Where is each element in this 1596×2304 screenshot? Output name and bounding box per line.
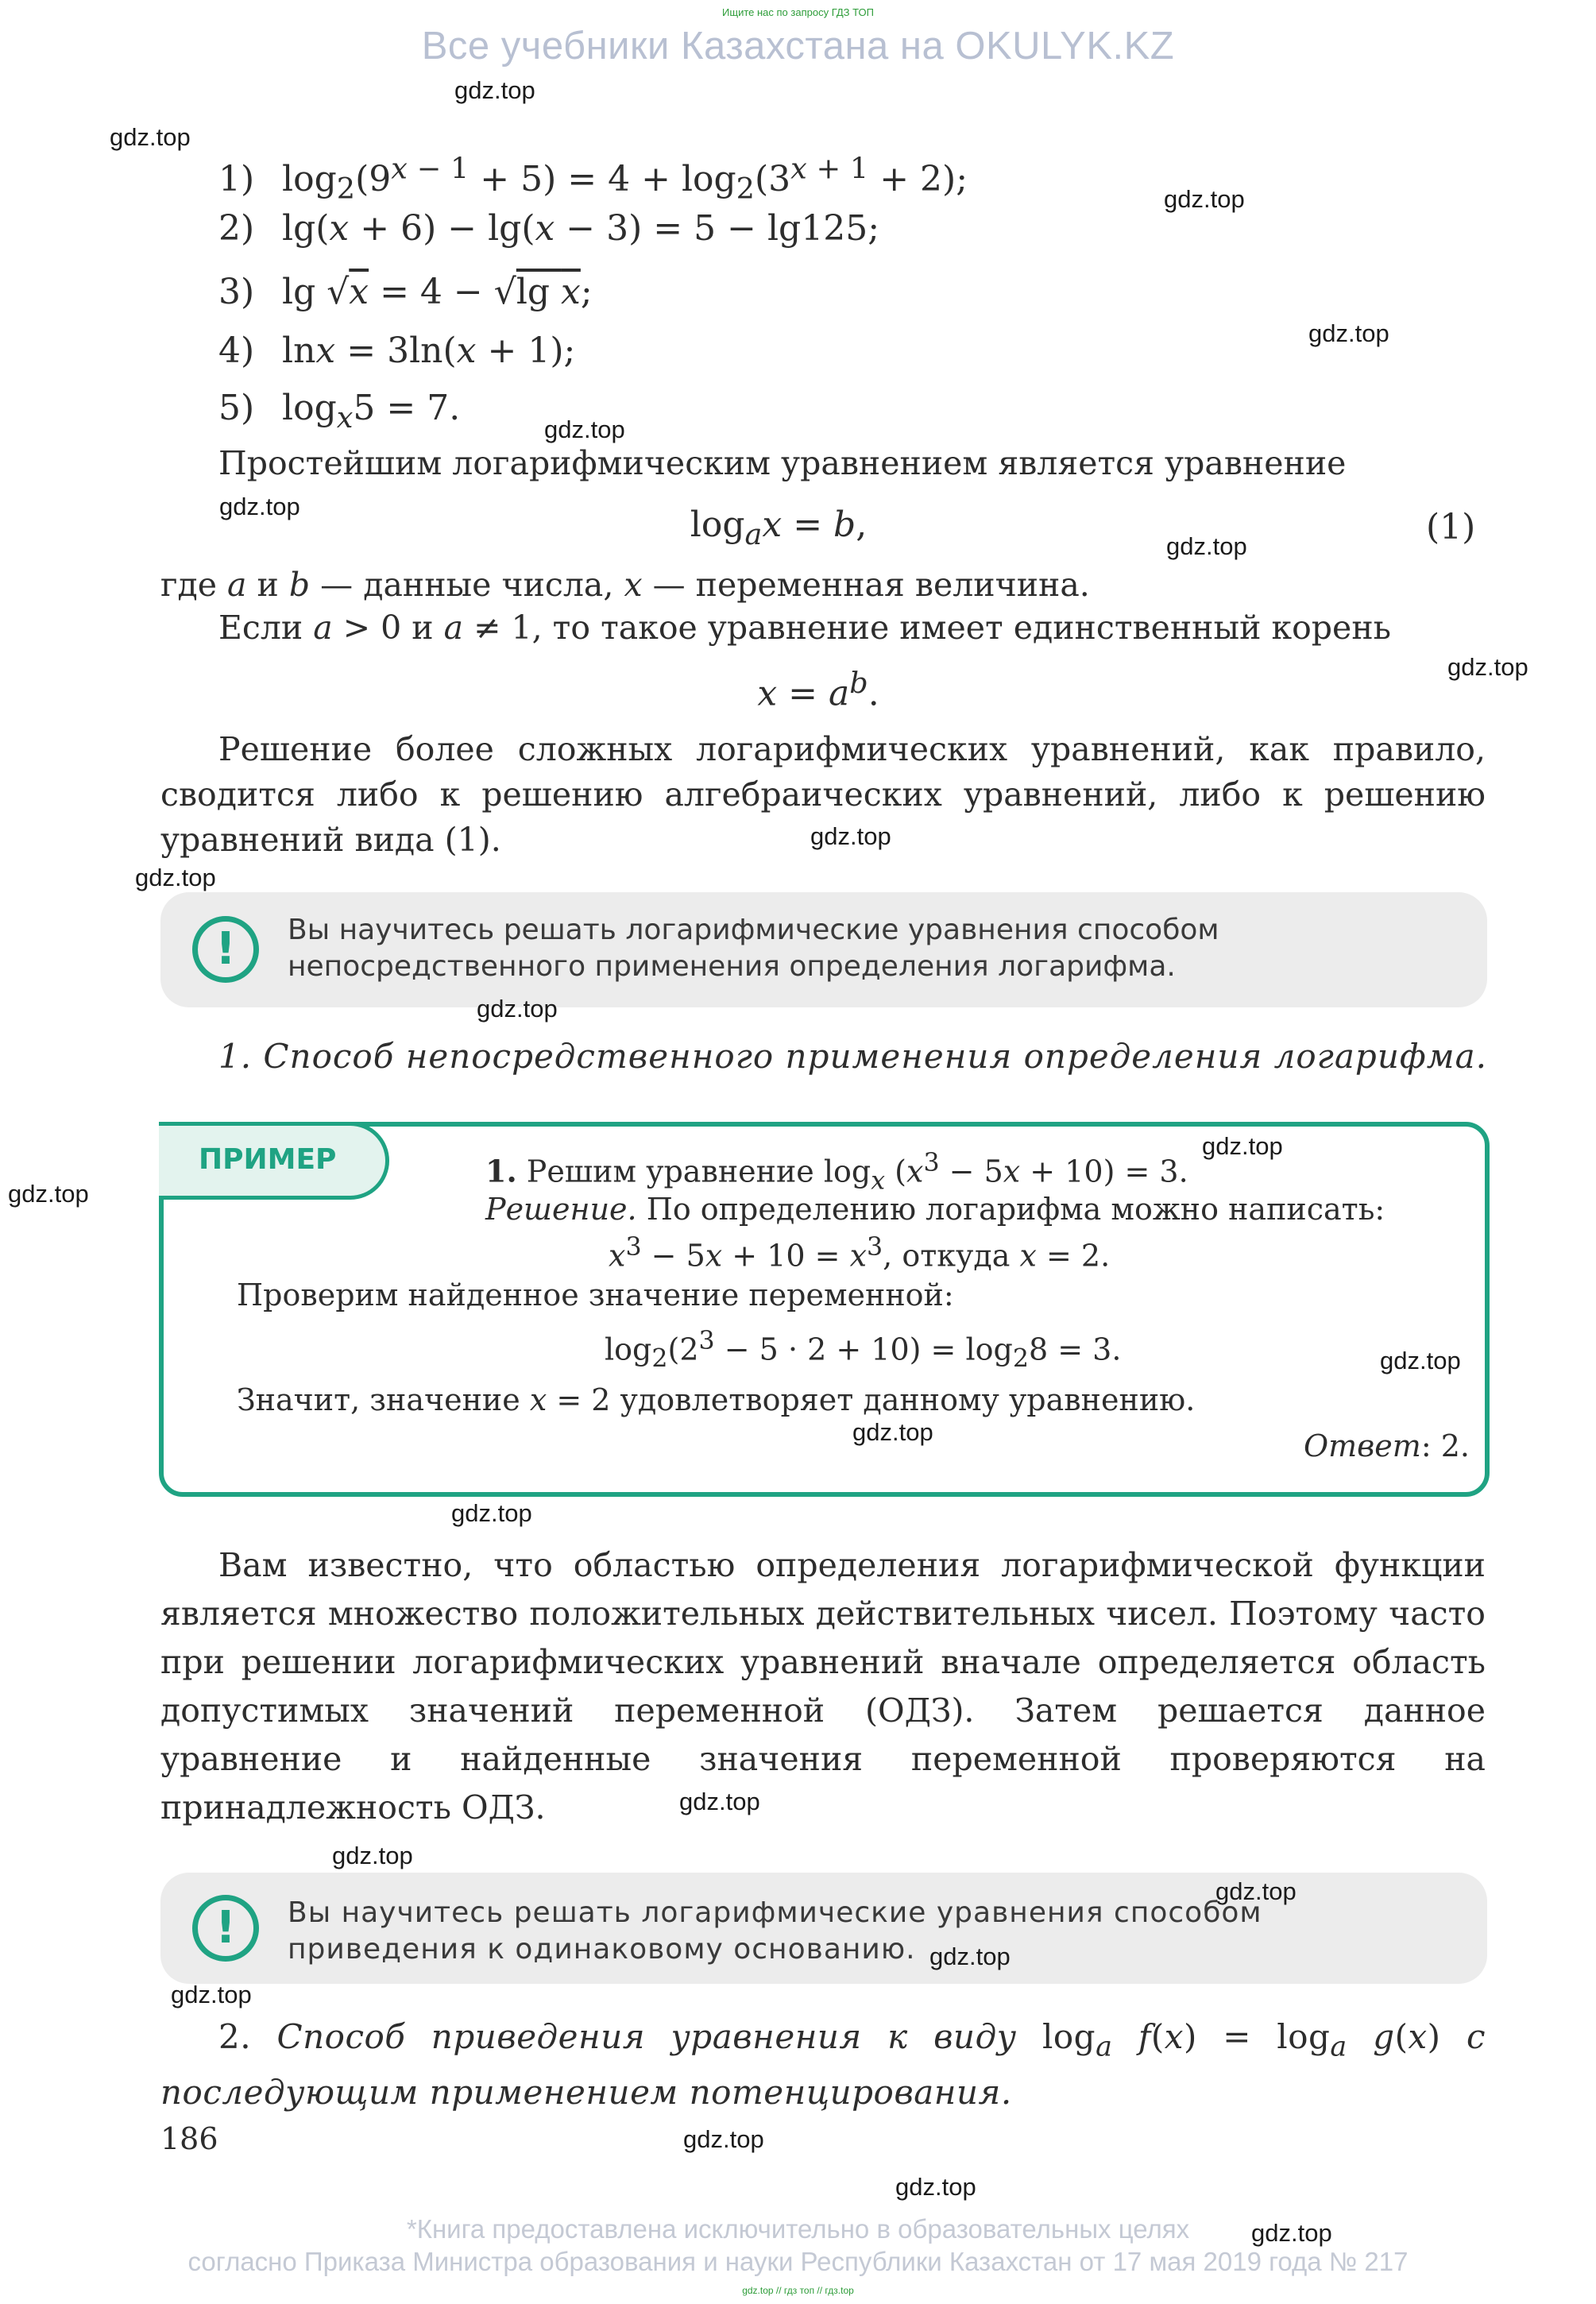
equation-2: 2) lg(x + 6) − lg(x − 3) = 5 − lg125;: [218, 208, 880, 249]
watermark: gdz.top: [477, 995, 558, 1022]
info-box-1-text: Вы научитесь решать логарифмические уравнения способом непосредственного применения определения логарифма.: [288, 914, 1219, 983]
equation-5: 5) $\log_x5 = 7$.: [218, 388, 461, 435]
watermark: gdz.top: [332, 1842, 413, 1869]
footer-line-2: согласно Приказа Министра образования и науки Республики Казахстан от 17 мая 2019 года № 217: [187, 2247, 1409, 2276]
equation-3: 3) lg √x = 4 − √lg x;: [218, 272, 593, 312]
info-box-1: [160, 892, 1487, 1007]
watermark: gdz.top: [810, 822, 891, 850]
watermark: gdz.top: [110, 123, 191, 151]
watermark: gdz.top: [852, 1418, 933, 1446]
watermark: gdz.top: [1215, 1877, 1297, 1905]
intro-paragraph-2: Решение более сложных логарифмических уравнений, как правило, сводится либо к решению алгебраических уравнений, либо к решению уравнений вида (1).: [160, 730, 1486, 859]
method-2-title: 2. Способ приведения уравнения к виду $\log_a f(x) = \log_a g(x)$ с последующим применением потенцирования.: [160, 2017, 1486, 2113]
top-search-hint: Ищите нас по запросу ГДЗ ТОП: [722, 6, 874, 18]
intro-line-1: Простейшим логарифмическим уравнением является уравнение: [218, 444, 1347, 482]
example-line-6: Значит, значение x = 2 удовлетворяет данному уравнению.: [237, 1382, 1196, 1417]
footer-tiny: gdz.top // гдз топ // гдз.top: [742, 2285, 854, 2296]
example-answer: Ответ: 2.: [1304, 1428, 1470, 1463]
watermark: gdz.top: [1447, 653, 1528, 681]
watermark: gdz.top: [1308, 319, 1389, 347]
info-box-2-text: Вы научитесь решать логарифмические уравнения способом приведения к одинаковому основанию.: [288, 1896, 1262, 1966]
watermark: gdz.top: [929, 1943, 1011, 1970]
example-line-1: 1. Решим уравнение $\log_x (x^3 - 5x + 10) = 3$.: [485, 1149, 1188, 1196]
intro-line-2: где a и b — данные числа, x — переменная величина.: [160, 566, 1090, 604]
equation-simple-log: $\log_ax = b$,: [690, 504, 868, 551]
watermark: gdz.top: [895, 2173, 976, 2201]
watermark: gdz.top: [544, 416, 625, 443]
watermark: gdz.top: [454, 76, 535, 104]
example-line-2: Решение. По определению логарифма можно написать:: [485, 1192, 1385, 1227]
paragraph-domain: Вам известно, что областью определения логарифмической функции является множество положительных действительных чисел. Поэтому часто при решении логарифмических уравнений вначале определяется область допустимых значений переменной (ОДЗ). Затем решается данное уравнение и найденные значения переменной проверяются на принадлежность ОДЗ.: [160, 1546, 1486, 1827]
page-number: 186: [160, 2121, 218, 2156]
equation-1: 1) $\log_2(9^{x - 1} + 5) = 4 + \log_2(3^{x + 1} + 2)$;: [218, 151, 968, 206]
equation-tag-1: (1): [1426, 507, 1476, 547]
example-line-3: $x^3 - 5x + 10 = x^3$, откуда x = 2.: [609, 1233, 1111, 1274]
exclamation-icon: !: [192, 1895, 259, 1962]
watermark: gdz.top: [1251, 2219, 1332, 2247]
watermark: gdz.top: [1380, 1347, 1461, 1374]
equation-4: 4) lnx = 3ln(x + 1);: [218, 331, 576, 371]
example-line-5: $\log_2(2^3 - 5 \cdot 2 + 10) = \log_28 = 3$.: [605, 1327, 1122, 1374]
exclamation-icon: !: [192, 916, 259, 983]
watermark: gdz.top: [219, 493, 300, 520]
intro-line-3: Если a > 0 и a ≠ 1, то такое уравнение имеет единственный корень: [218, 609, 1391, 647]
footer-line-1: *Книга предоставлена исключительно в образовательных целях: [406, 2214, 1190, 2244]
watermark: gdz.top: [171, 1981, 252, 2008]
watermark: gdz.top: [8, 1180, 89, 1208]
example-box: [159, 1122, 1490, 1497]
watermark: gdz.top: [1166, 532, 1247, 560]
site-banner: Все учебники Казахстана на OKULYK.KZ: [421, 25, 1175, 68]
watermark: gdz.top: [683, 2125, 764, 2153]
watermark: gdz.top: [1164, 185, 1245, 213]
equation-root: $x = a^b$.: [757, 666, 879, 714]
example-tab: ПРИМЕР: [159, 1122, 389, 1200]
method-1-title: 1. Способ непосредственного применения определения логарифма.: [218, 1037, 1487, 1076]
example-line-4: Проверим найденное значение переменной:: [237, 1278, 954, 1312]
watermark: gdz.top: [135, 864, 216, 891]
watermark: gdz.top: [679, 1788, 760, 1815]
watermark: gdz.top: [1202, 1132, 1283, 1160]
watermark: gdz.top: [451, 1499, 532, 1527]
